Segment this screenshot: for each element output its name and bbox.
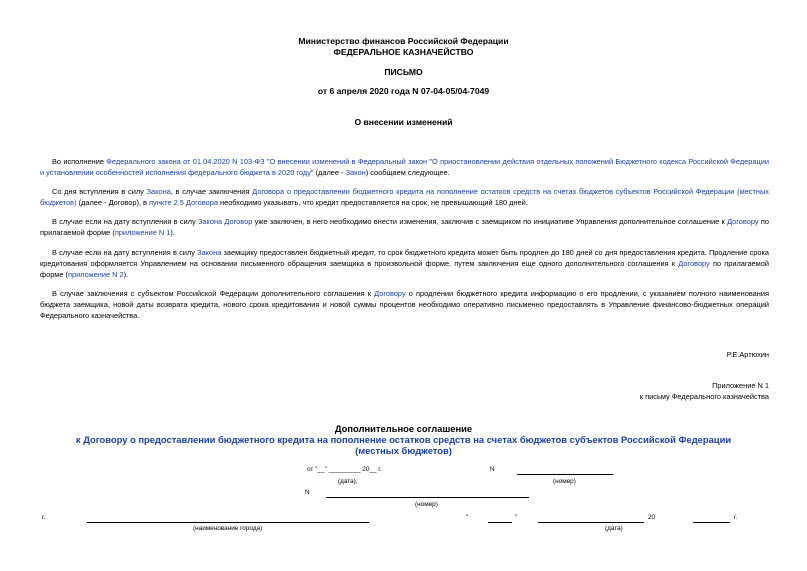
agreement-contract-link[interactable]: Договору о предоставлении бюджетного кредита на пополнение остатков средств на счетах бюджетов субъектов Российской Федерации: [83, 434, 732, 445]
form-number-line-2: [326, 497, 529, 498]
p3-text-2: уже заключен, в него необходимо внести изменения, заключив с заемщиком по инициативе Управления дополнительное соглашение к: [252, 217, 728, 226]
form-year-line: [693, 522, 730, 523]
form-number-caption-2: (номер): [415, 501, 438, 508]
p4-text-1: В случае если на дату вступления в силу: [52, 248, 198, 257]
form-date-caption: (дата),: [338, 478, 358, 485]
appendix-2-link[interactable]: приложение N 2: [68, 270, 124, 279]
doc-subject: О внесении изменений: [354, 117, 453, 127]
agreement-title: Дополнительное соглашение: [334, 423, 473, 434]
law-link[interactable]: Закона: [146, 187, 171, 196]
form-day-line: [488, 522, 512, 523]
paragraph-2: [40, 186, 769, 208]
form-date-line: от "__" _________ 20__ г.: [307, 466, 382, 473]
appendix-label: Приложение N 1: [712, 381, 769, 390]
paragraph-3: [40, 216, 769, 238]
form-number-line-1: [517, 474, 613, 475]
federal-law-link[interactable]: Федерального закона от 01.04.2020 N 103-ФЗ "О внесении изменений в Федеральный закон "О приостановлении действия отдельных положений Бюджетного кодекса Российской Федерации и установлении особенностей исполнения федерального бюджета в 2020 году": [40, 157, 769, 177]
contract-link[interactable]: Договору: [727, 217, 759, 226]
doc-type: ПИСЬМО: [384, 67, 423, 77]
form-quote-close: ": [515, 514, 518, 521]
p4-text-4: ).: [123, 270, 129, 279]
doc-date-number: от 6 апреля 2020 года N 07-04-05/04-7049: [317, 86, 490, 96]
signature: Р.Е.Артюхин: [726, 350, 769, 359]
p1-text-1: Во исполнение: [52, 157, 107, 166]
law-link[interactable]: Закона: [197, 248, 222, 257]
form-quote-open: ": [466, 514, 469, 521]
agreement-subtitle-2: [0, 445, 807, 456]
appendix-1-link[interactable]: приложение N 1: [114, 228, 171, 237]
form-year-suffix: г.: [734, 514, 738, 521]
p4-text-3: по прилагаемой форме (: [40, 259, 769, 279]
p1-text-3: ) сообщаем следующее.: [365, 168, 450, 177]
paragraph-5: [40, 288, 769, 321]
contract-link[interactable]: Договору: [374, 289, 406, 298]
form-date-caption-2: (дата): [605, 525, 623, 532]
p5-text-1: В случае заключения с субъектом Российской Федерации дополнительного соглашения к: [52, 289, 375, 298]
p5-text-2: о продлении бюджетного кредита информацию о его продлении, с указанием полного наименования бюджета заемщика, новой даты возврата кредита, нового срока кредитования и новой суммы процентов необходимо оперативно письменно предоставлять в Управление финансово-бюджетных операций Федерального казначейства.: [40, 289, 769, 320]
form-number-sign-2: N: [305, 489, 310, 496]
p2-text-2: , в случае заключения: [170, 187, 253, 196]
agreement-contract-link-cont[interactable]: (местных бюджетов): [355, 445, 452, 456]
agreement-subtitle: [0, 434, 807, 445]
p3-text-1: В случае если на дату вступления в силу: [52, 217, 198, 226]
form-number-caption-1: (номер): [553, 478, 576, 485]
appendix-reference: к письму Федерального казначейства: [639, 392, 769, 401]
p3-text-3: по прилагаемой форме (: [40, 217, 769, 237]
p1-text-2: (далее -: [313, 168, 346, 177]
contract-clause-link[interactable]: пункте 2.5 Договора: [149, 198, 218, 207]
form-city-line: [87, 522, 369, 523]
law-contract-link[interactable]: Закона Договор: [197, 217, 253, 226]
form-year-prefix: 20: [648, 514, 656, 521]
p2-text-3: (далее - Договор), в: [76, 198, 150, 207]
form-number-sign-1: N: [490, 466, 495, 473]
p3-text-4: ).: [170, 228, 175, 237]
p4-text-2: заемщику предоставлен бюджетный кредит, то срок бюджетного кредита может быть продлен до 180 дней со дня предоставления кредита. Продление срока кредитования оформляется Управлением на основании письменного обращения заемщика в произвольной форме, путем заключения еще одного дополнительного соглашения к: [40, 248, 769, 268]
ministry-name: Министерство финансов Российской Федерации: [298, 36, 509, 46]
law-link[interactable]: Закон: [345, 168, 366, 177]
credit-contract-link[interactable]: Договора о предоставлении бюджетного кредита на пополнение остатков средств на счетах бюджетов субъектов Российской Федерации (местных бюджетов): [40, 187, 769, 207]
agency-name: ФЕДЕРАЛЬНОЕ КАЗНАЧЕЙСТВО: [333, 47, 474, 57]
form-city-caption: (наименование города): [193, 525, 263, 532]
p2-text-4: необходимо указывать, что кредит предоставляется на срок, не превышающий 180 дней.: [217, 198, 528, 207]
form-city-prefix: г.: [42, 514, 46, 521]
paragraph-4: [40, 247, 769, 280]
p2-text-1: Со дня вступления в силу: [52, 187, 147, 196]
form-month-line: [538, 522, 644, 523]
contract-link[interactable]: Договору: [678, 259, 710, 268]
agreement-subtitle-prefix: к: [75, 434, 84, 445]
paragraph-1: [40, 156, 769, 178]
